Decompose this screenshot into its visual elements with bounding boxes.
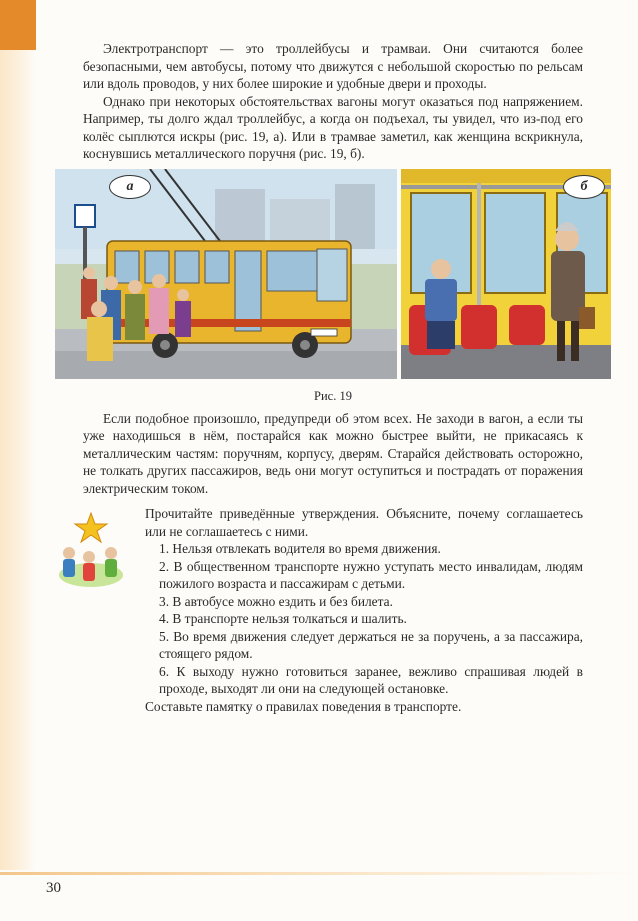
- footer-divider: [0, 872, 638, 875]
- item-text: К выходу нужно готовиться заранее, вежливо спрашивая людей в проходе, выходят ли они на следующей остановке.: [159, 663, 583, 696]
- item-text: В автобусе можно ездить и без билета.: [172, 593, 393, 609]
- item-number: 1.: [159, 541, 170, 556]
- paragraph-electrotransport: Электротранспорт — это троллейбусы и трамваи. Они считаются более безопасными, чем автобусы, потому что движутся с небольшой скоростью по рельсам или вдоль проводов, у них более широкие и удобные двери и проходы.: [83, 41, 583, 91]
- list-item: [159, 593, 583, 611]
- item-number: 5.: [159, 628, 170, 644]
- item-text: Нельзя отвлекать водителя во время движения.: [172, 541, 441, 556]
- illustration-trolleybus-stop: [55, 169, 397, 379]
- item-number: 2.: [159, 558, 170, 574]
- illustration-tram-interior: [401, 169, 611, 379]
- list-item: [159, 663, 583, 698]
- task-body: [145, 505, 583, 715]
- task-icon-children-star: [55, 509, 127, 593]
- task-block: [83, 505, 583, 715]
- paragraph-voltage-danger: Однако при некоторых обстоятельствах вагоны могут оказаться под напряжением. Например, ты долго ждал троллейбус, а когда он подъехал, ты увидел, что из-под его колёс сыплются искры (рис. 19, а). Или в трамвае заметил, как женщина вскрикнула, коснувшись металлического поручня (рис. 19, б).: [83, 93, 583, 161]
- list-item: [159, 628, 583, 663]
- figure-19: [83, 169, 588, 389]
- chapter-tab: [0, 0, 36, 50]
- task-intro: Прочитайте приведённые утверждения. Объясните, почему соглашаетесь или не соглашаетесь с ними.: [145, 506, 583, 539]
- figure-label-a: а: [109, 175, 151, 199]
- item-text: В транспорте нельзя толкаться и шалить.: [172, 611, 407, 626]
- page-margin-strip: [0, 50, 36, 870]
- item-number: 4.: [159, 611, 170, 626]
- item-text: Во время движения следует держаться не за поручень, а за пассажира, стоящего рядом.: [159, 628, 583, 661]
- page-number: 30: [46, 880, 61, 896]
- list-item: [159, 558, 583, 593]
- list-item: [159, 540, 583, 558]
- task-outro: Составьте памятку о правилах поведения в транспорте.: [145, 698, 462, 714]
- paragraph-instructions: Если подобное произошло, предупреди об этом всех. Не заходи в вагон, а если ты уже находишься в нём, постарайся как можно быстрее выйти, не прикасаясь к металлическим частям: поручням, корпусу, дверям. Старайся действовать осторожно, не толкать других пассажиров, ведь они могут оступиться и пострадать от поражения электрическим током.: [83, 410, 583, 496]
- figure-label-b: б: [563, 175, 605, 199]
- figure-caption: Рис. 19: [314, 388, 352, 403]
- statement-list: [145, 540, 583, 698]
- item-number: 6.: [159, 663, 170, 679]
- list-item: [159, 610, 583, 628]
- page-content: [83, 40, 588, 715]
- item-number: 3.: [159, 593, 170, 609]
- item-text: В общественном транспорте нужно уступать место инвалидам, людям пожилого возраста и пассажирам с детьми.: [159, 558, 583, 591]
